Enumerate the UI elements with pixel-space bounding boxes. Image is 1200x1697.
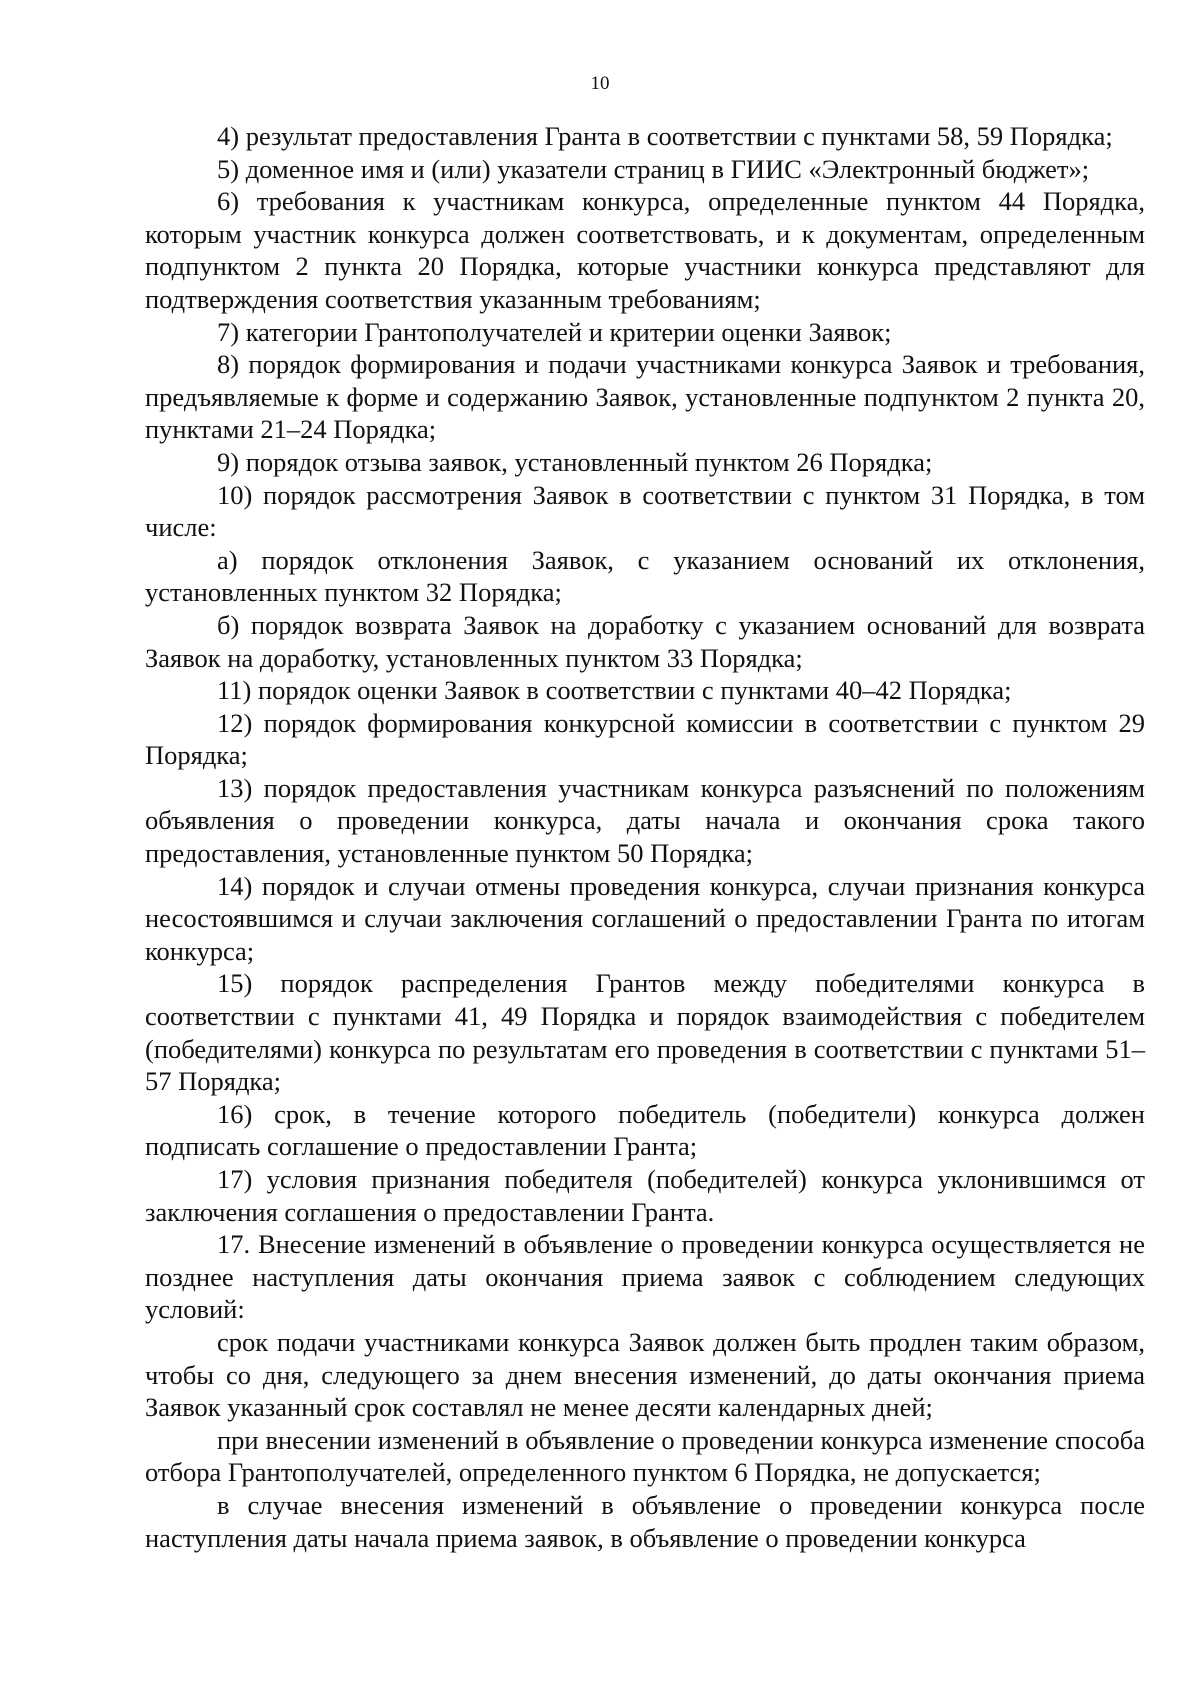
paragraph-subitem-b: б) порядок возврата Заявок на доработку с указанием оснований для возврата Заявок на доработку, установленных пунктом 33 Порядка; bbox=[145, 609, 1145, 673]
paragraph-subitem-a: а) порядок отклонения Заявок, с указанием оснований их отклонения, установленных пунктом 32 Порядка; bbox=[145, 544, 1145, 608]
document-body bbox=[145, 120, 1145, 1554]
condition-paragraph-2: при внесении изменений в объявление о проведении конкурса изменение способа отбора Грантополучателей, определенного пунктом 6 Порядка, не допускается; bbox=[145, 1424, 1145, 1488]
condition-paragraph-3: в случае внесения изменений в объявление о проведении конкурса после наступления даты начала приема заявок, в объявление о проведении конкурса bbox=[145, 1489, 1145, 1553]
paragraph-item-6: 6) требования к участникам конкурса, определенные пунктом 44 Порядка, которым участник конкурса должен соответствовать, и к документам, определенным подпунктом 2 пункта 20 Порядка, которые участники конкурса представляют для подтверждения соответствия указанным требованиям; bbox=[145, 186, 1145, 314]
paragraph-item-5: 5) доменное имя и (или) указатели страниц в ГИИС «Электронный бюджет»; bbox=[217, 153, 1090, 184]
paragraph-item-16: 16) срок, в течение которого победитель (победители) конкурса должен подписать соглашение о предоставлении Гранта; bbox=[145, 1098, 1145, 1162]
page-number: 10 bbox=[590, 73, 610, 94]
paragraph-item-7: 7) категории Грантополучателей и критерии оценки Заявок; bbox=[217, 316, 892, 347]
paragraph-item-13: 13) порядок предоставления участникам конкурса разъяснений по положениям объявления о проведении конкурса, даты начала и окончания срока такого предоставления, установленные пунктом 50 Порядка; bbox=[145, 772, 1145, 869]
section-17-paragraph: 17. Внесение изменений в объявление о проведении конкурса осуществляется не позднее наступления даты окончания приема заявок с соблюдением следующих условий: bbox=[145, 1229, 1145, 1325]
paragraph-item-11: 11) порядок оценки Заявок в соответствии с пунктами 40–42 Порядка; bbox=[217, 675, 1012, 706]
paragraph-item-4: 4) результат предоставления Гранта в соответствии с пунктами 58, 59 Порядка; bbox=[217, 121, 1113, 151]
paragraph-item-17: 17) условия признания победителя (победителей) конкурса уклонившимся от заключения соглашения о предоставлении Гранта. bbox=[145, 1164, 1145, 1227]
condition-paragraph-1: срок подачи участниками конкурса Заявок должен быть продлен таким образом, чтобы со дня, следующего за днем внесения изменений, до даты окончания приема Заявок указанный срок составлял не менее десяти календарных дней; bbox=[145, 1326, 1145, 1423]
paragraph-item-14: 14) порядок и случаи отмены проведения конкурса, случаи признания конкурса несостоявшимся и случаи заключения соглашений о предоставлении Гранта по итогам конкурса; bbox=[145, 870, 1145, 966]
paragraph-item-15: 15) порядок распределения Грантов между победителями конкурса в соответствии с пунктами 41, 49 Порядка и порядок взаимодействия с победителем (победителями) конкурса по результатам его проведения в соответствии с пунктами 51–57 Порядка; bbox=[145, 968, 1145, 1097]
paragraph-item-8: 8) порядок формирования и подачи участниками конкурса Заявок и требования, предъявляемые к форме и содержанию Заявок, установленные подпунктом 2 пункта 20, пунктами 21–24 Порядка; bbox=[145, 349, 1145, 445]
paragraph-item-10: 10) порядок рассмотрения Заявок в соответствии с пунктом 31 Порядка, в том числе: bbox=[145, 479, 1145, 543]
paragraph-item-12: 12) порядок формирования конкурсной комиссии в соответствии с пунктом 29 Порядка; bbox=[145, 707, 1145, 771]
paragraph-item-9: 9) порядок отзыва заявок, установленный пунктом 26 Порядка; bbox=[217, 446, 933, 477]
